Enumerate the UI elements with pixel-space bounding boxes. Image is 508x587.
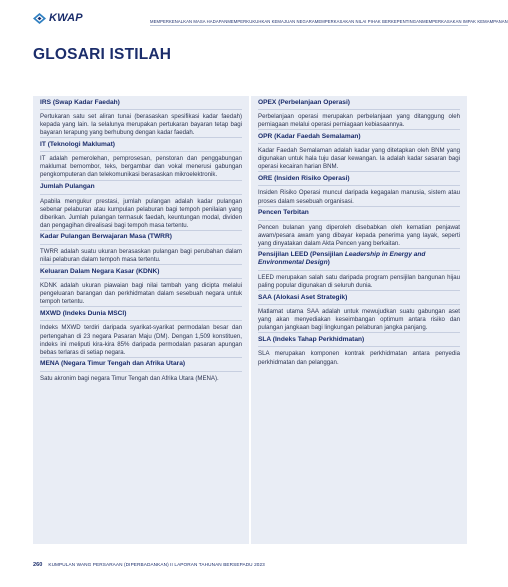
glossary-entry: [33, 230, 249, 264]
glossary-entry: [33, 306, 249, 356]
kwap-logo: [33, 12, 83, 24]
glossary-definition: Satu akronim bagi negara Timur Tengah dan Afrika Utara (MENA).: [40, 374, 219, 382]
logo-text: KWAP: [49, 12, 83, 24]
term-prefix: Pensijilan LEED (Pensijilan: [258, 251, 345, 259]
footer-text: KUMPULAN WANG PERSARAAN (DIPERBADANKAN) II LAPORAN TAHUNAN BERSEPADU 2023: [48, 562, 265, 567]
glossary-term: Kadar Pulangan Berwajaran Masa (TWRR): [40, 230, 242, 245]
top-navigation: [150, 19, 508, 24]
glossary-definition: Indeks MXWD terdiri daripada syarikat-syarikat permodalan besar dan pertengahan di 23 negara Pasaran Maju (DM). Dengan 1,509 konstituen, indeks ini meliputi kira-kira 85% daripada permodalan pasaran apungan bebas terlaras di setiap negara.: [40, 324, 242, 356]
nav-item-4[interactable]: MEMPERKASAKAN IMPAK KEMAMPANAN: [422, 19, 508, 24]
header-divider: [150, 25, 468, 26]
glossary-entry: [33, 264, 249, 306]
glossary-entry: [251, 332, 467, 366]
glossary-panel: [33, 96, 467, 544]
term-italic: Leadership in Energy and Environmental Design: [258, 251, 426, 267]
glossary-entry: [251, 129, 467, 171]
glossary-definition: Perbelanjaan operasi merupakan perbelanjaan yang ditanggung oleh perniagaan melalui operasi perniagaan kebiasaannya.: [258, 113, 460, 129]
page-header: [0, 0, 508, 30]
glossary-entry: [33, 96, 249, 137]
glossary-term: SAA (Alokasi Aset Strategik): [258, 290, 460, 305]
glossary-entry: [251, 290, 467, 332]
glossary-term-leed: [258, 248, 460, 271]
glossary-term: SLA (Indeks Tahap Perkhidmatan): [258, 332, 460, 347]
glossary-definition: Apabila mengukur prestasi, jumlah pulangan adalah kadar pulangan sebenar pelaburan atau kumpulan pelaburan bagi tempoh penilaian yang diberikan. Jumlah pulangan termasuk faedah, keuntungan modal, dividen dan pengagihan direalisasi bagi tempoh masa tertentu.: [40, 197, 242, 229]
nav-item-2[interactable]: MEMPERKUKUHKAN KEMAJUAN NEGARA: [227, 19, 315, 24]
glossary-entry: [251, 206, 467, 248]
term-suffix: ): [327, 259, 330, 267]
glossary-definition: KDNK adalah ukuran piawaian bagi nilai tambah yang dicipta melalui pengeluaran barangan dan perkhidmatan dalam sesebuah negara untuk tempoh tertentu.: [40, 282, 242, 306]
glossary-definition: Kadar Faedah Semalaman adalah kadar yang ditetapkan oleh BNM yang digunakan untuk hala tuju dasar kewangan. Ia adalah kadar sasaran bagi operasi kecairan harian BNM.: [258, 147, 460, 171]
glossary-definition: Pencen bulanan yang diperoleh disebabkan oleh kematian penjawat awam/pesara awam yang dibayar kepada penerima yang layak, seperti yang dinyatakan dalam Akta Pencen yang berkaitan.: [258, 223, 460, 247]
glossary-definition: SLA merupakan komponen kontrak perkhidmatan antara penyedia perkhidmatan dan pelanggan.: [258, 350, 460, 366]
glossary-term: Jumlah Pulangan: [40, 180, 242, 195]
glossary-definition: LEED merupakan salah satu daripada program pensijilan bangunan hijau paling popular digunakan di seluruh dunia.: [258, 273, 460, 290]
glossary-definition: Pertukaran satu set aliran tunai (berasaskan spesifikasi kadar faedah) kepada yang lain. Ia selalunya merupakan pertukaran bayaran tetap bagi bayaran terapung yang berhubung dengan kadar faedah.: [40, 113, 242, 137]
page-footer: [33, 562, 265, 568]
glossary-entry: [251, 96, 467, 129]
glossary-term: OPEX (Perbelanjaan Operasi): [258, 96, 460, 110]
glossary-definition: Insiden Risiko Operasi muncul daripada kegagalan manusia, sistem atau proses dalam sesebuah organisasi.: [258, 189, 460, 205]
glossary-entry: [251, 248, 467, 290]
nav-item-1[interactable]: MEMPERKENALKAN MASA HADAPAN: [150, 19, 228, 24]
glossary-entry: [33, 137, 249, 179]
glossary-definition: TWRR adalah suatu ukuran berasaskan pulangan bagi perubahan dalam nilai pelaburan dalam tempoh masa tertentu.: [40, 247, 242, 264]
glossary-term: Keluaran Dalam Negara Kasar (KDNK): [40, 264, 242, 279]
glossary-definition: Matlamat utama SAA adalah untuk mewujudkan suatu gabungan aset yang akan menyediakan keseimbangan optimum antara risiko dan pulangan jangkaan bagi lingkungan pelaburan jangka panjang.: [258, 308, 460, 332]
glossary-term: OPR (Kadar Faedah Semalaman): [258, 129, 460, 144]
glossary-entry: [251, 171, 467, 205]
glossary-term: IRS (Swap Kadar Faedah): [40, 96, 242, 110]
glossary-term: IT (Teknologi Maklumat): [40, 137, 242, 152]
glossary-term: MXWD (Indeks Dunia MSCI): [40, 306, 242, 321]
nav-item-3[interactable]: MEMPERKASAKAN NILAI PIHAK BERKEPENTINGAN: [314, 19, 423, 24]
glossary-definition: IT adalah pemerolehan, pemprosesan, penstoran dan penggabungan maklumat bernombor, teks, bergambar dan vokal menerusi gabungan pengkomputeran dan telekomunikasi berasaskan mikroelektronik.: [40, 155, 242, 179]
glossary-entry: [33, 357, 249, 383]
glossary-term: ORE (Insiden Risiko Operasi): [258, 171, 460, 186]
page-title: GLOSARI ISTILAH: [33, 46, 172, 63]
glossary-column-left: [33, 96, 249, 544]
page-number: 260: [33, 562, 43, 568]
kwap-logo-icon: [33, 13, 46, 24]
glossary-entry: [33, 180, 249, 230]
glossary-term: MENA (Negara Timur Tengah dan Afrika Utara): [40, 357, 242, 372]
glossary-column-right: [251, 96, 467, 544]
glossary-term: Pencen Terbitan: [258, 206, 460, 221]
